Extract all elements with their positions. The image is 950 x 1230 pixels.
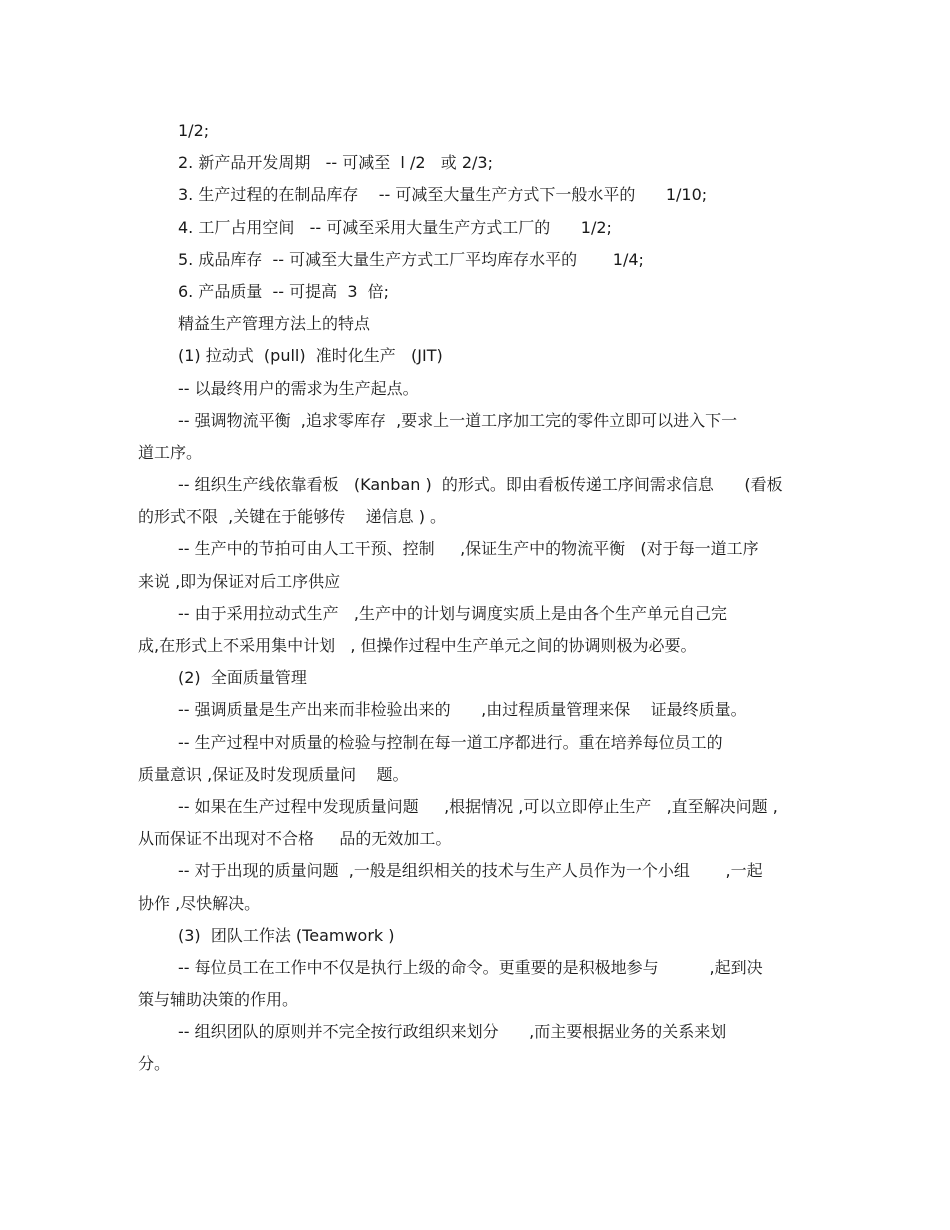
- text-line: 2. 新产品开发周期 -- 可减至 l /2 或 2/3;: [178, 153, 494, 173]
- document-body: [138, 120, 818, 1086]
- text-line: (1) 拉动式 (pull) 准时化生产 (JIT): [178, 346, 443, 366]
- text-line: (2) 全面质量管理: [178, 668, 307, 688]
- text-line: 来说 ,即为保证对后工序供应: [138, 571, 341, 591]
- text-line: -- 组织生产线依靠看板 (Kanban ) 的形式。即由看板传递工序间需求信息 (看板: [178, 475, 783, 495]
- text-line: -- 每位员工在工作中不仅是执行上级的命令。更重要的是积极地参与 ,起到决: [178, 957, 763, 977]
- text-line: 1/2;: [178, 121, 210, 140]
- text-line: 道工序。: [138, 442, 203, 462]
- text-line: (3) 团队工作法 (Teamwork ): [178, 925, 395, 945]
- text-line: 精益生产管理方法上的特点: [178, 314, 371, 334]
- text-line: -- 生产中的节拍可由人工干预、控制 ,保证生产中的物流平衡 (对于每一道工序: [178, 539, 759, 559]
- text-line: -- 对于出现的质量问题 ,一般是组织相关的技术与生产人员作为一个小组 ,一起: [178, 861, 763, 881]
- text-line: -- 强调质量是生产出来而非检验出来的 ,由过程质量管理来保 证最终质量。: [178, 700, 747, 720]
- text-line: -- 组织团队的原则并不完全按行政组织来划分 ,而主要根据业务的关系来划: [178, 1022, 727, 1042]
- text-line: 的形式不限 ,关键在于能够传 递信息 ) 。: [138, 507, 447, 527]
- text-line: 策与辅助决策的作用。: [138, 990, 299, 1010]
- text-line: -- 强调物流平衡 ,追求零库存 ,要求上一道工序加工完的零件立即可以进入下一: [178, 410, 738, 430]
- text-line: -- 以最终用户的需求为生产起点。: [178, 378, 419, 398]
- text-line: 分。: [138, 1054, 171, 1074]
- text-line: 5. 成品库存 -- 可减至大量生产方式工厂平均库存水平的 1/4;: [178, 249, 644, 269]
- text-line: -- 生产过程中对质量的检验与控制在每一道工序都进行。重在培养每位员工的: [178, 732, 723, 752]
- text-line: -- 如果在生产过程中发现质量问题 ,根据情况 ,可以立即停止生产 ,直至解决问题 ,: [178, 796, 778, 816]
- text-line: 4. 工厂占用空间 -- 可减至采用大量生产方式工厂的 1/2;: [178, 217, 612, 237]
- text-line: 从而保证不出现对不合格 品的无效加工。: [138, 829, 452, 849]
- text-line: 6. 产品质量 -- 可提高 3 倍;: [178, 281, 390, 301]
- text-line: 协作 ,尽快解决。: [138, 893, 261, 913]
- text-line: 3. 生产过程的在制品库存 -- 可减至大量生产方式下一般水平的 1/10;: [178, 185, 708, 205]
- text-line: 质量意识 ,保证及时发现质量问 题。: [138, 764, 409, 784]
- text-line: 成,在形式上不采用集中计划 , 但操作过程中生产单元之间的协调则极为必要。: [138, 636, 697, 655]
- text-line: -- 由于采用拉动式生产 ,生产中的计划与调度实质上是由各个生产单元自己完: [178, 603, 727, 623]
